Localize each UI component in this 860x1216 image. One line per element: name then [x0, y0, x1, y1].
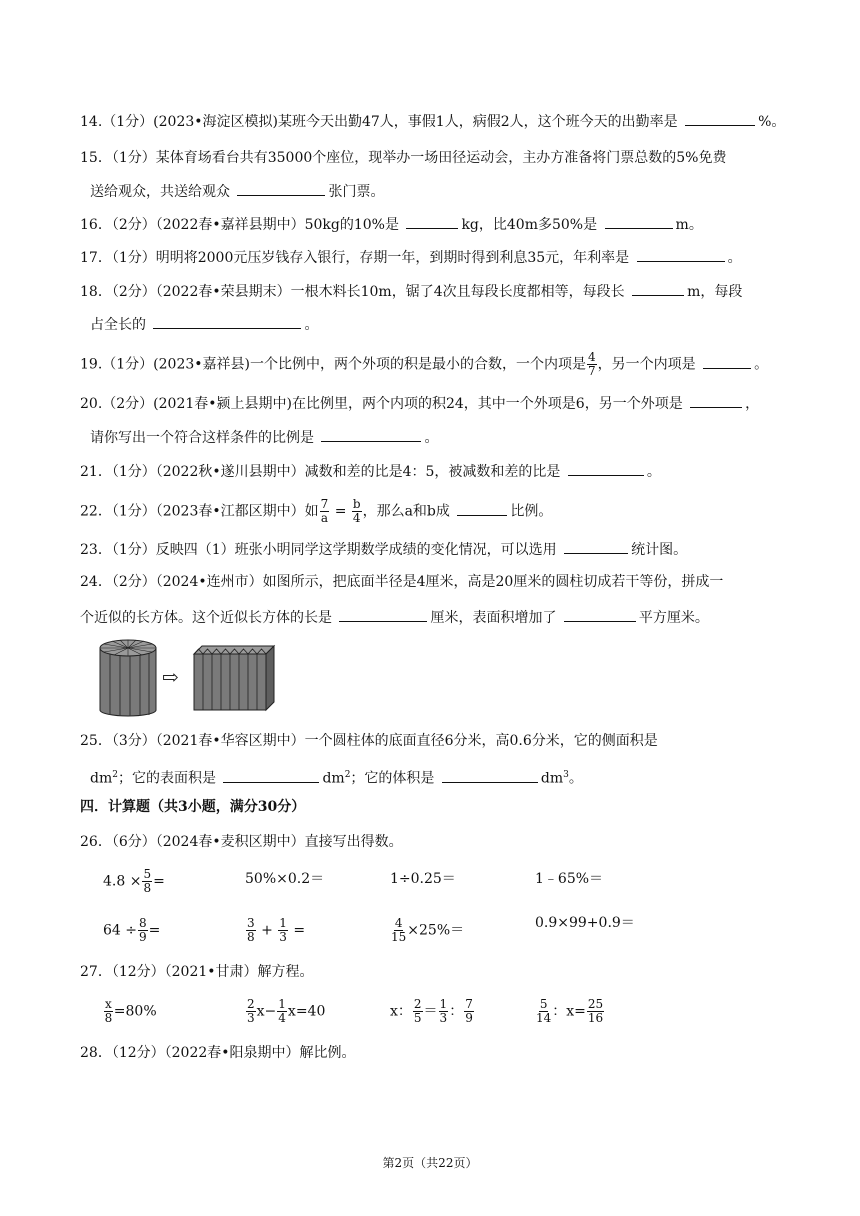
q17-after: 。 [727, 250, 742, 266]
answer-blank[interactable] [153, 313, 301, 329]
equation: $\frac{x}{8}$ =80% [104, 997, 157, 1025]
q20b-text: 请你写出一个符合这样条件的比例是 [90, 430, 319, 446]
q15-text: 15．（1分）某体育场看台共有35000个座位，现举办一场田径运动会，主办方准备将门票总数的5%免费 [80, 150, 727, 166]
calc-item: 64 ÷ $\frac{8}{9}$ = [103, 916, 161, 944]
question-25-line2: $dm^2$；它的表面积是 $dm^2$；它的体积是 $dm^3$。 [90, 765, 583, 789]
answer-blank[interactable] [564, 538, 628, 554]
q21-text: 21．（1分）（2022秋•遂川县期中）减数和差的比是4：5，被减数和差的比是 [80, 464, 565, 480]
answer-blank[interactable] [703, 353, 751, 369]
cuboid-icon [194, 646, 274, 710]
q22-text: 22．（1分）（2023春•江都区期中）如 [80, 503, 319, 520]
q15b-after: 张门票。 [328, 184, 385, 200]
question-24-line2 [80, 606, 709, 628]
superscript: 3 [563, 770, 569, 780]
q20-text: 20.（2分）(2021春•颍上县期中)在比例里，两个内项的积24，其中一个外项是6，另一个外项是 [80, 396, 688, 412]
q16-text: 16．（2分）（2022春•嘉祥县期中）50kg的10%是 [80, 217, 404, 233]
q15b-text: 送给观众，共送给观众 [90, 184, 235, 200]
q14-text: 14.（1分）(2023•海淀区模拟)某班今天出勤47人，事假1人，病假2人，这个班今天的出勤率是 [80, 114, 683, 130]
q17-text: 17．（1分）明明将2000元压岁钱存入银行，存期一年，到期时得到利息35元，年利率是 [80, 250, 634, 266]
question-20-line1 [80, 392, 759, 414]
answer-blank[interactable] [406, 213, 458, 229]
answer-blank[interactable] [321, 426, 421, 442]
q23-after: 统计图。 [631, 542, 688, 558]
q16-after: m。 [675, 217, 703, 233]
question-20-line2 [90, 426, 438, 448]
answer-blank[interactable] [690, 392, 742, 408]
q19-mid: ，另一个内项是 [597, 356, 701, 373]
question-23 [80, 538, 687, 560]
calc-item: 1÷0.25＝ [390, 871, 456, 887]
fraction: $\frac{4}{7}$ [587, 350, 596, 378]
answer-blank[interactable] [605, 213, 673, 229]
q22-mid: ，那么a和b成 [362, 503, 455, 520]
calc-item: $\frac{4}{15}$ ×25%＝ [391, 916, 465, 944]
question-28-title: 28．（12分）（2022春•阳泉期中）解比例。 [80, 1045, 356, 1061]
equation: x： $\frac{2}{5}$ ＝ $\frac{1}{3}$ ： $\frac{7}{9}$ [390, 997, 473, 1025]
superscript: 2 [112, 770, 118, 780]
equals: = [330, 503, 351, 520]
q19-after: 。 [754, 356, 769, 373]
q22-after: 比例。 [510, 503, 553, 520]
equation: $\frac{2}{3}$ x− $\frac{1}{4}$ x=40 [247, 997, 326, 1025]
q25b-mid3: ；它的体积是 [350, 770, 439, 787]
answer-blank[interactable] [632, 280, 684, 296]
equation: $\frac{5}{14}$ ：x= $\frac{25}{16}$ [536, 997, 604, 1025]
fraction: $\frac{b}{4}$ [352, 497, 361, 525]
question-15-line2 [90, 180, 384, 202]
answer-blank[interactable] [637, 246, 725, 262]
q25b-mid: ；它的表面积是 [117, 770, 221, 787]
answer-blank[interactable] [442, 767, 538, 783]
cylinder-icon [100, 640, 156, 716]
q24b-after: 平方厘米。 [638, 610, 709, 626]
q19-text: 19.（1分）(2023•嘉祥县)一个比例中，两个外项的积是最小的合数，一个内项是 [80, 356, 586, 373]
question-22 [80, 498, 552, 525]
question-15-line1 [80, 148, 726, 168]
question-18-line1 [80, 280, 742, 302]
answer-blank[interactable] [457, 500, 507, 516]
section-heading: 四．计算题（共3小题，满分30分） [80, 799, 306, 815]
question-21 [80, 460, 661, 482]
question-16 [80, 213, 703, 235]
calc-item: 4.8 × $\frac{5}{8}$ = [103, 867, 165, 895]
q18b-text: 占全长的 [90, 317, 151, 333]
answer-blank[interactable] [685, 110, 755, 126]
question-27-title: 27．（12分）（2021•甘肃）解方程。 [80, 964, 314, 980]
question-24-line1 [80, 572, 723, 592]
question-19 [80, 351, 768, 378]
fraction: $\frac{7}{a}$ [320, 497, 329, 525]
q14-after: %。 [758, 114, 786, 130]
q24b-mid: 厘米，表面积增加了 [430, 610, 561, 626]
calc-item: 0.9×99+0.9＝ [535, 915, 635, 931]
q16-mid: kg，比40m多50%是 [461, 217, 602, 233]
answer-blank[interactable] [223, 767, 319, 783]
answer-blank[interactable] [339, 606, 427, 622]
cylinder-figure [98, 636, 278, 718]
question-18-line2 [90, 313, 318, 335]
calc-item: $\frac{3}{8}$ + $\frac{1}{3}$ = [247, 916, 306, 944]
question-25-line1 [80, 731, 658, 751]
superscript: 2 [344, 770, 351, 780]
q18-text: 18．（2分）（2022春•荣县期末）一根木料长10m，锯了4次且每段长度都相等，每段长 [80, 284, 630, 300]
question-17 [80, 246, 742, 268]
answer-blank[interactable] [237, 180, 325, 196]
answer-blank[interactable] [568, 460, 644, 476]
q18b-after: 。 [304, 317, 319, 333]
page-footer: 第2页（共22页） [382, 1156, 478, 1170]
answer-blank[interactable] [564, 606, 636, 622]
question-26-title: 26．（6分）（2024春•麦积区期中）直接写出得数。 [80, 834, 403, 850]
arrow-icon: ⇨ [162, 665, 179, 689]
q20-after: ， [745, 396, 760, 412]
unit: dm [90, 770, 113, 787]
calc-item: 1﹣65%＝ [535, 871, 604, 887]
unit: dm [540, 770, 564, 787]
q24b-text: 个近似的长方体。这个近似长方体的长是 [80, 610, 337, 626]
q20b-after: 。 [424, 430, 439, 446]
q21-after: 。 [646, 464, 661, 480]
q18-after: m，每段 [687, 284, 743, 300]
calc-item: 50%×0.2＝ [245, 871, 325, 887]
unit: dm [322, 770, 345, 787]
question-14 [80, 110, 785, 132]
q23-text: 23．（1分）反映四（1）班张小明同学这学期数学成绩的变化情况，可以选用 [80, 542, 562, 558]
q25-text: 25．（3分）（2021春•华容区期中）一个圆柱体的底面直径6分米，高0.6分米，它的侧面积是 [80, 733, 658, 749]
q24-text: 24．（2分）（2024•连州市）如图所示，把底面半径是4厘米，高是20厘米的圆柱切成若干等份，拼成一 [80, 574, 724, 590]
